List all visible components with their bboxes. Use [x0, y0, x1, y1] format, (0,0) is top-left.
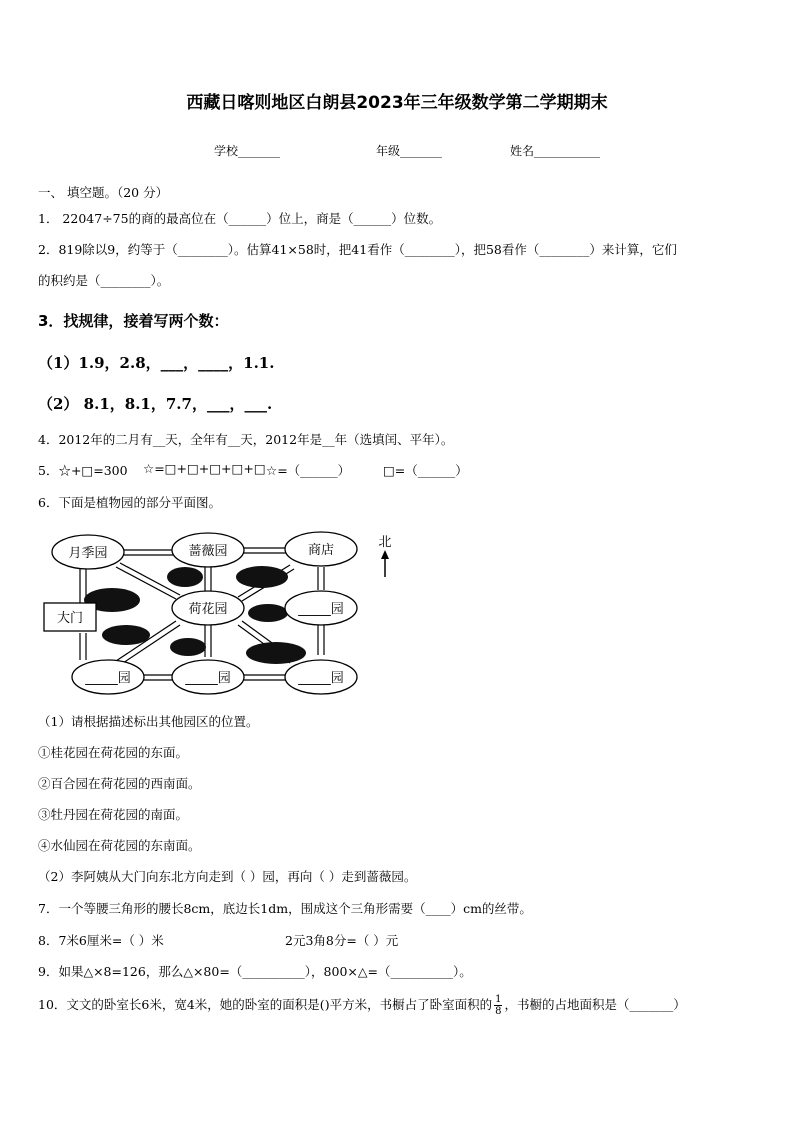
question-9: 9．如果△×8=126，那么△×80=（__________），800×△=（__________）。	[38, 964, 472, 979]
map-blank-s: _____园	[185, 671, 231, 686]
grade-field: 年级_______	[376, 144, 443, 158]
map-blank-sw: _____园	[85, 671, 131, 686]
question-10-text-a: 10．文文的卧室长6米，宽4米，她的卧室的面积是()平方米，书橱占了卧室面积的	[38, 997, 493, 1012]
question-2-line2: 的积约是（________）。	[38, 273, 170, 288]
question-2-line1: 2．819除以9，约等于（________）。估算41×58时，把41看作（________），把58看作（________）来计算，它们	[38, 242, 677, 257]
question-8a: 8．7米6厘米=（ ）米	[38, 933, 164, 948]
map-hehua: 荷花园	[188, 602, 228, 617]
question-8b: 2元3角8分=（ ）元	[285, 933, 399, 948]
fraction-one-eighth: $\frac{1}{8}$	[495, 994, 502, 1017]
page-title: 西藏日喀则地区白朗县2023年三年级数学第二学期期末	[186, 93, 608, 113]
question-5b: ☆=□+□+□+□+□	[143, 461, 266, 476]
question-10-text-b: ，书橱的占地面积是（_______）	[504, 997, 686, 1012]
garden-map	[40, 525, 420, 700]
question-6-sub1: （1）请根据描述标出其他园区的位置。	[38, 714, 259, 729]
question-6-sub2: （2）李阿姨从大门向东北方向走到（ ）园，再向（ ）走到蔷薇园。	[38, 869, 417, 884]
question-6-item3: ③牡丹园在荷花园的南面。	[38, 807, 189, 822]
question-5d: □=（______）	[383, 463, 468, 478]
map-gate: 大门	[56, 611, 84, 626]
question-7: 7．一个等腰三角形的腰长8cm，底边长1dm，围成这个三角形需要（____）cm的丝带。	[38, 901, 532, 916]
question-3-2: （2） 8.1，8.1，7.7，___，___.	[38, 395, 273, 413]
section-heading: 一、 填空题。（20 分）	[38, 185, 169, 200]
north-arrow-icon	[381, 550, 389, 577]
map-shop: 商店	[307, 543, 335, 558]
school-field: 学校_______	[214, 144, 281, 158]
question-1: 1． 22047÷75的商的最高位在（______）位上，商是（______）位数。	[38, 211, 442, 226]
question-10	[38, 994, 686, 1017]
map-blank-east: _____园	[298, 602, 344, 617]
map-qiangwei: 蔷薇园	[188, 544, 228, 559]
question-3-1: （1）1.9，2.8，___，____，1.1.	[38, 354, 275, 372]
name-field: 姓名___________	[510, 144, 601, 158]
north-label: 北	[378, 535, 392, 550]
question-6-item2: ②百合园在荷花园的西南面。	[38, 776, 201, 791]
map-yueji: 月季园	[68, 546, 108, 561]
map-blank-se: _____园	[298, 671, 344, 686]
question-3: 3．找规律，接着写两个数：	[38, 312, 229, 330]
question-6-item1: ①桂花园在荷花园的东面。	[38, 745, 189, 760]
question-5c: ☆=（______）	[266, 463, 351, 478]
question-4: 4．2012年的二月有__天，全年有__天，2012年是__年（选填闰、平年）。	[38, 432, 454, 447]
question-6-item4: ④水仙园在荷花园的东南面。	[38, 838, 201, 853]
question-5a: 5．☆+□=300	[38, 463, 128, 478]
question-6: 6．下面是植物园的部分平面图。	[38, 495, 221, 510]
